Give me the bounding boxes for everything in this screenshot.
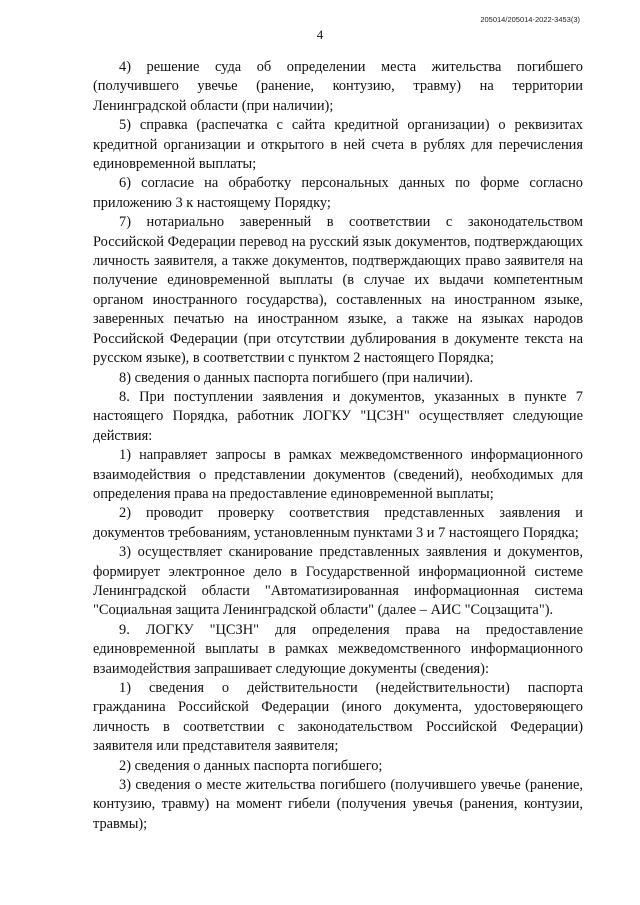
paragraph: 4) решение суда об определении места жительства погибшего (получившего увечье (ранение, контузию, травму) на территории Ленинградской области (при наличии); (93, 59, 583, 114)
paragraph: 3) сведения о месте жительства погибшего (получившего увечье (ранение, контузию, травму) на момент гибели (получения увечья (ранения, контузии, травмы); (93, 777, 583, 832)
paragraph: 5) справка (распечатка с сайта кредитной организации) о реквизитах кредитной организации и открытого в ней счета в рублях для перечисления единовременной выплаты; (93, 117, 583, 173)
page-number: 4 (316, 27, 324, 42)
paragraph: 8) сведения о данных паспорта погибшего (при наличии). (119, 369, 474, 386)
paragraph: 1) направляет запросы в рамках межведомственного информационного взаимодействия о представлении документов (сведений), необходимых для определения права на предоставление единовременной выплаты; (93, 447, 583, 502)
document-code: 205014/205014-2022-3453(3) (480, 15, 580, 24)
section-paragraph: 9. ЛОГКУ "ЦСЗН" для определения права на предоставление единовременной выплаты в рамках межведомственного информационного взаимодействия запрашивает следующие документы (сведения): (93, 621, 583, 677)
document-body (93, 58, 583, 834)
paragraph: 6) согласие на обработку персональных данных по форме согласно приложению 3 к настоящему Порядку; (93, 175, 583, 211)
paragraph: 7) нотариально заверенный в соответствии с законодательством Российской Федерации перевод на русский язык документов, подтверждающих личность заявителя, а также документов, подтверждающих право заявителя на получение единовременной выплаты (в случае их выдачи компетентным органом иностранного государства), составленных на иностранном языке, заверенных печатью на иностранном языке, а также на языках народов Российской Федерации (при отсутствии дублирования в документе текста на русском языке), в соответствии с пунктом 2 настоящего Порядка; (93, 214, 583, 367)
paragraph: 3) осуществляет сканирование представленных заявления и документов, формирует электронное дело в Государственной информационной системе Ленинградской области "Автоматизированная информационная система "Социальная защита Ленинградской области" (далее – АИС "Соцзащита"). (93, 544, 583, 619)
paragraph: 1) сведения о действительности (недействительности) паспорта гражданина Российской Федерации (иного документа, удостоверяющего личность в соответствии с законодательством Российской Федерации) заявителя или представителя заявителя; (93, 680, 583, 755)
section-paragraph: 8. При поступлении заявления и документов, указанных в пункте 7 настоящего Порядка, работник ЛОГКУ "ЦСЗН" осуществляет следующие действия: (93, 388, 583, 444)
paragraph: 2) проводит проверку соответствия представленных заявления и документов требованиям, установленным пунктами 3 и 7 настоящего Порядка; (93, 505, 583, 541)
paragraph: 2) сведения о данных паспорта погибшего; (119, 757, 383, 774)
